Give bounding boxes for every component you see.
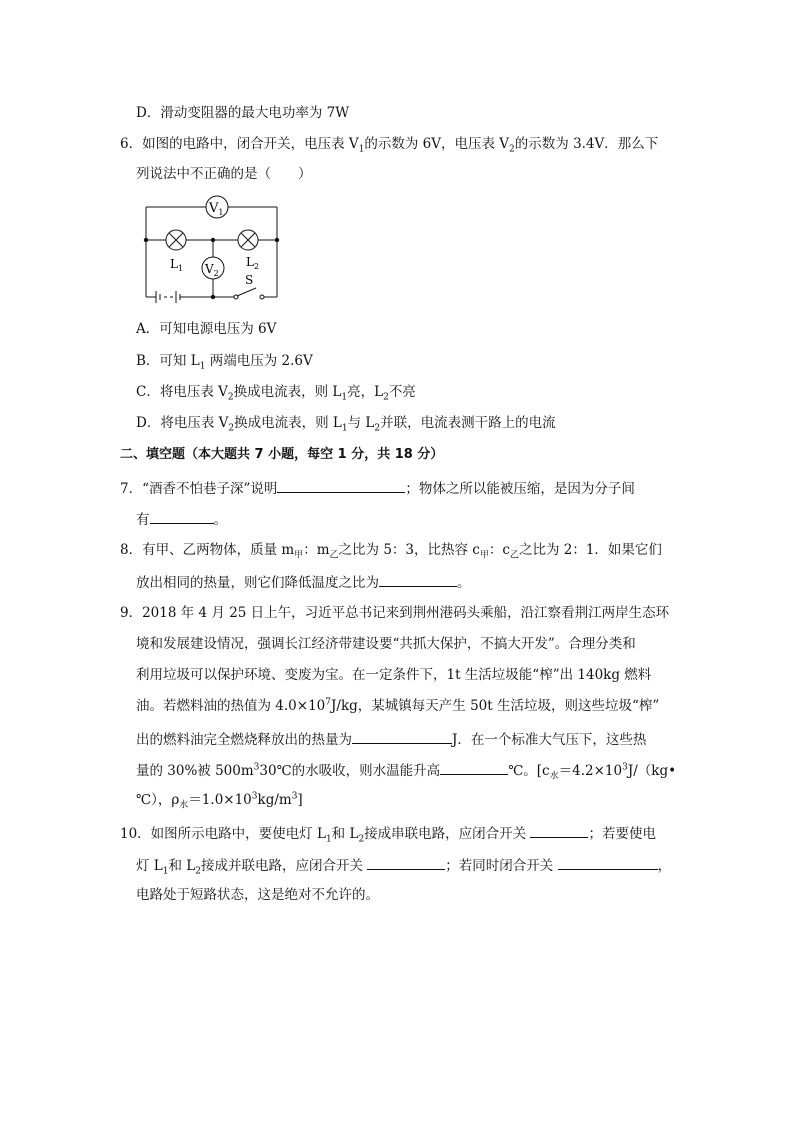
lamp-l2 bbox=[238, 230, 258, 250]
voltmeter-v1 bbox=[206, 196, 228, 218]
answer-blank bbox=[367, 855, 445, 870]
svg-text:V1: $V_1$ bbox=[209, 201, 224, 217]
q7-line2: 有 。 bbox=[136, 509, 227, 529]
q9-line5: 出的燃料油完全燃烧释放出的热量为 J．在一个标准大气压下，这些热 bbox=[136, 729, 646, 749]
voltmeter-v2 bbox=[202, 257, 224, 279]
q7-line1: 7．“酒香不怕巷子深”说明 ；物体之所以能被压缩，是因为分子间 bbox=[120, 478, 635, 498]
q5-option-d: D．滑动变阻器的最大电功率为 7W bbox=[136, 105, 350, 121]
junction-dot bbox=[275, 238, 279, 242]
svg-text:V2: $V_2$ bbox=[205, 262, 219, 278]
q9-line2: 境和发展建设情况，强调长江经济带建设要“共抓大保护，不搞大开发”。合理分类和 bbox=[136, 636, 636, 652]
q8-line1: 8．有甲、乙两物体，质量 $m_甲$：$m_乙$之比为 5：3，比热容 $c_甲$：$c_乙$之比为 2：1．如果它们 bbox=[120, 542, 662, 561]
battery-symbol bbox=[156, 291, 180, 303]
section-heading: 二、填空题（本大题共 7 小题，每空 1 分，共 18 分） bbox=[120, 447, 444, 462]
junction-dot bbox=[211, 295, 215, 299]
q6-option-d: D．将电压表 $V_2$换成电流表，则 $L_1$与 $L_2$并联，电流表测干路上的电流 bbox=[136, 415, 556, 434]
answer-blank bbox=[379, 572, 457, 587]
answer-blank bbox=[277, 478, 405, 493]
junction-dot bbox=[144, 238, 148, 242]
answer-blank bbox=[440, 760, 508, 775]
q10-line2: 灯 $L_1$和 $L_2$接成并联电路，应闭合开关 ；若同时闭合开关 ， bbox=[136, 855, 671, 875]
q10-line1: 10．如图所示电路中，要使电灯 $L_1$和 $L_2$接成串联电路，应闭合开关 ；若要使电 bbox=[120, 823, 656, 843]
q6-option-b: B．可知 $L_1$ 两端电压为 2.6V bbox=[136, 353, 313, 372]
q9-line7: ℃），$\rho_水=1.0\times 10^3kg/m^3$] bbox=[136, 791, 303, 811]
q6-stem-line1: 6．如图的电路中，闭合开关，电压表 $V_1$的示数为 6V，电压表 $V_2$的示数为 3.4V．那么下 bbox=[120, 136, 659, 155]
q9-line4: 油。若燃料油的热值为 $4.0\times 10^7J/kg$，某城镇每天产生 50t 生活垃圾，则这些垃圾“榨” bbox=[136, 697, 660, 714]
q6-stem-line2: 列说法中不正确的是（ ） bbox=[136, 166, 312, 182]
q9-line6: 量的 30%被 $500m^330℃$的水吸收，则水温能升高 ℃。[$c_水=4.2\times 10^3J/(kg•$ bbox=[136, 760, 676, 780]
label-s: S bbox=[245, 273, 254, 287]
label-l2: $L_2$ bbox=[246, 255, 260, 271]
q8-line2: 放出相同的热量，则它们降低温度之比为 。 bbox=[136, 572, 471, 592]
switch-s bbox=[234, 288, 264, 299]
q6-circuit-diagram bbox=[136, 193, 286, 308]
q6-option-a: A．可知电源电压为 6V bbox=[136, 321, 277, 337]
junction-dot bbox=[211, 238, 215, 242]
q9-line3: 利用垃圾可以保护环境、变废为宝。在一定条件下，1t 生活垃圾能“榨”出 140kg 燃料 bbox=[136, 667, 652, 683]
q10-line3: 电路处于短路状态，这是绝对不允许的。 bbox=[136, 887, 379, 903]
answer-blank bbox=[558, 855, 658, 870]
answer-blank bbox=[530, 823, 588, 838]
answer-blank bbox=[150, 509, 214, 524]
label-l1: $L_1$ bbox=[170, 257, 184, 273]
q6-option-c: C．将电压表 $V_2$换成电流表，则 $L_1$亮，$L_2$不亮 bbox=[136, 384, 416, 403]
q9-line1: 9．2018 年 4 月 25 日上午，习近平总书记来到荆州港码头乘船，沿江察看荆江两岸生态环 bbox=[120, 605, 670, 621]
lamp-l1 bbox=[166, 230, 186, 250]
answer-blank bbox=[352, 729, 452, 744]
